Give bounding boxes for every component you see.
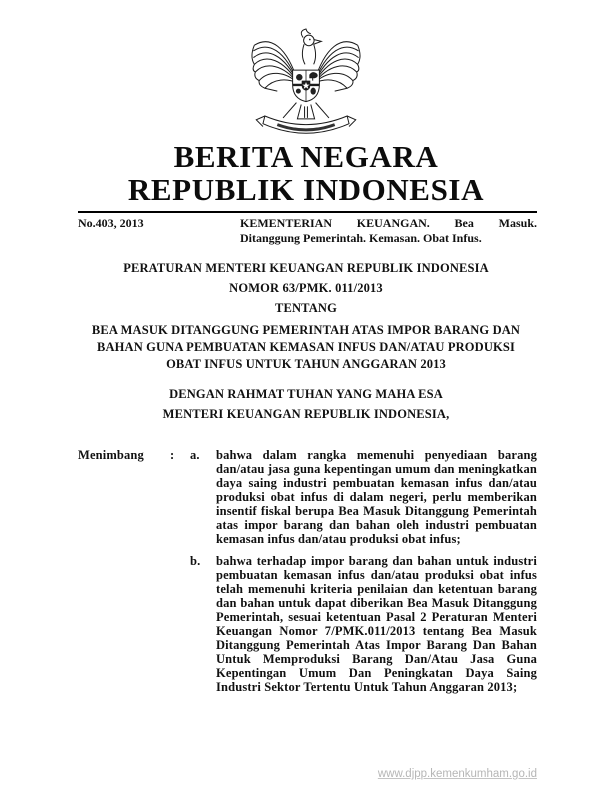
regulation-subject-line: BEA MASUK DITANGGUNG PEMERINTAH ATAS IMPOR BARANG DAN (91, 323, 521, 337)
masthead (0, 140, 612, 206)
tentang-label: TENTANG (275, 301, 337, 315)
consideration-marker-b: b. (190, 554, 201, 568)
gazette-subject-line2: Ditanggung Pemerintah. Kemasan. Obat Infus. (240, 231, 482, 245)
consideration-marker-a: a. (190, 448, 200, 462)
gazette-subject-index (240, 216, 537, 246)
regulation-title-block (0, 262, 612, 421)
watermark-link[interactable]: www.djpp.kemenkumham.go.id (377, 768, 537, 780)
menimbang-label: Menimbang (78, 448, 144, 462)
regulation-subject-line: BAHAN GUNA PEMBUATAN KEMASAN INFUS DAN/ATAU PRODUKSI (97, 340, 515, 354)
gazette-header-row (78, 216, 537, 246)
gazette-subject-line1: KEMENTERIAN KEUANGAN. Bea Masuk. (240, 216, 537, 230)
header-divider (78, 211, 537, 213)
considerations-section (78, 448, 537, 694)
regulation-subject-line: OBAT INFUS UNTUK TAHUN ANGGARAN 2013 (166, 357, 446, 371)
gazette-number: No.403, 2013 (78, 216, 144, 230)
consideration-text-b: bahwa terhadap impor barang dan bahan untuk industri pembuatan kemasan infus dan/atau produksi obat infus telah memenuhi kriteria penilaian dan ketentuan barang dan bahan untuk dapat diberikan Bea Masuk Ditanggung Pemerintah, sesuai ketentuan Pasal 2 Peraturan Menteri Keuangan Nomor 7/PMK.011/2013 tentang Bea Masuk Ditanggung Pemerintah Atas Impor Barang Dan Bahan Untuk Memproduksi Barang Dan/Atau Jasa Guna Kepentingan Umum Dan Peningkatan Daya Saing Industri Sektor Tertentu Untuk Tahun Anggaran 2013; (216, 554, 537, 694)
consideration-text-a: bahwa dalam rangka memenuhi penyediaan barang dan/atau jasa guna kepentingan umum dan meningkatkan daya saing industri pembuatan kemasan infus dan/atau produksi obat infus di dalam negeri, perlu memberikan insentif fiskal berupa Bea Masuk Ditanggung Pemerintah atas impor barang dan bahan oleh industri pembuatan kemasan infus dan/atau produksi obat infus; (216, 448, 537, 546)
masthead-line2: REPUBLIK INDONESIA (127, 172, 485, 207)
regulation-title: PERATURAN MENTERI KEUANGAN REPUBLIK INDONESIA (123, 261, 489, 275)
menimbang-colon: : (170, 448, 175, 462)
regulation-number: NOMOR 63/PMK. 011/2013 (229, 281, 383, 295)
authority-line: MENTERI KEUANGAN REPUBLIK INDONESIA, (162, 407, 450, 421)
garuda-pancasila-icon (248, 28, 364, 138)
invocation-line: DENGAN RAHMAT TUHAN YANG MAHA ESA (169, 387, 443, 401)
masthead-line1: BERITA NEGARA (173, 139, 439, 174)
